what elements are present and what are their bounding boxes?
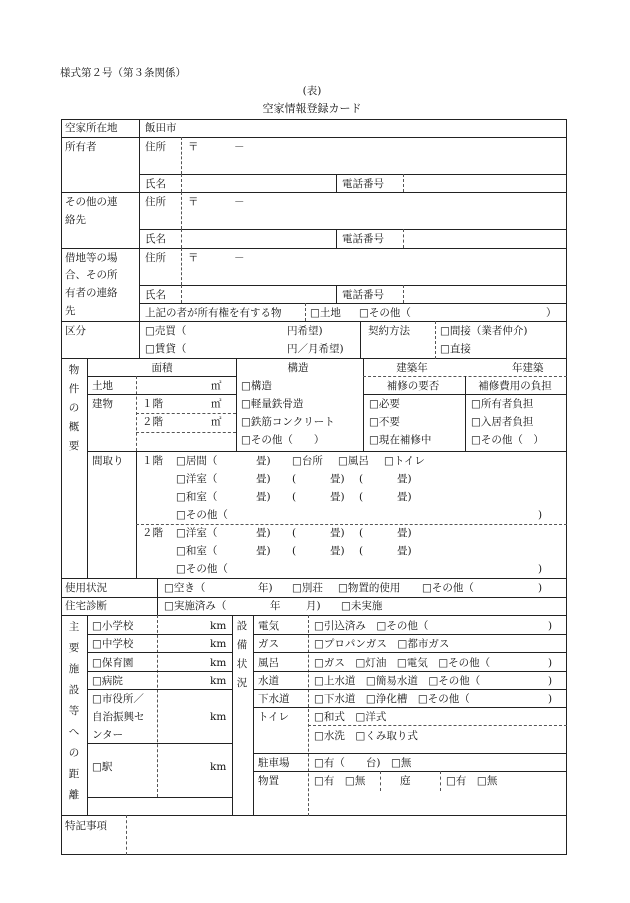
diagnosis-year: 年 xyxy=(270,600,281,612)
equipment-water-close: ) xyxy=(548,675,553,687)
usage-label: 使用状況 xyxy=(65,582,107,594)
facilities-vertical-label: 主 要 施 設 等 へ の 距 離 xyxy=(68,621,80,801)
other-contact-phone-label: 電話番号 xyxy=(342,233,384,245)
repair-need-label: 補修の要否 xyxy=(386,380,440,392)
cost-owner[interactable]: □所有者負担 xyxy=(471,398,534,410)
layout-other-f2-close: ) xyxy=(538,563,543,575)
equipment-water-options[interactable]: □上水道 □簡易水道 □その他（ xyxy=(314,675,481,687)
lessee-address-label: 住所 xyxy=(145,252,166,264)
page-title: 空家情報登録カード xyxy=(262,102,362,115)
contract-direct[interactable]: □直接 xyxy=(440,343,471,355)
layout-toilet[interactable]: □トイレ xyxy=(384,455,425,467)
usage-vacant[interactable]: □空き（ xyxy=(164,582,206,594)
equipment-sewer: 下水道 xyxy=(258,693,290,705)
equipment-bath: 風呂 xyxy=(258,657,279,669)
equipment-bath-options[interactable]: □ガス □灯油 □電気 □その他（ xyxy=(314,657,491,669)
equipment-toilet-options-2[interactable]: □水洗 □くみ取り式 xyxy=(314,730,418,742)
equipment-sewer-options[interactable]: □下水道 □浄化槽 □その他（ xyxy=(314,693,470,705)
land-label: 土地 xyxy=(92,380,113,392)
owner-label: 所有者 xyxy=(65,141,97,153)
structure-other[interactable]: □その他（ ） xyxy=(241,434,325,446)
category-label: 区分 xyxy=(65,325,86,337)
diagnosis-not-done[interactable]: □未実施 xyxy=(341,600,383,612)
category-rent[interactable]: □賃貸（ xyxy=(145,343,187,355)
layout-western-f2-jo: 畳) xyxy=(256,527,271,539)
layout-other-f1[interactable]: □その他（ xyxy=(176,509,228,521)
repair-needed[interactable]: □必要 xyxy=(369,398,400,410)
lessee-label-1: 借地等の場 xyxy=(65,252,118,264)
layout-japanese-f2-jo3: 畳) xyxy=(397,545,412,557)
layout-western-f2-jo3: 畳) xyxy=(397,527,412,539)
layout-japanese-f2-jo: 畳) xyxy=(256,545,271,557)
category-rent-price: 円／月希望) xyxy=(287,343,344,355)
equipment-gas: ガス xyxy=(258,638,279,650)
layout-western-f1-paren2: ( xyxy=(359,473,364,485)
equipment-electricity-close: ) xyxy=(548,620,553,632)
facility-city-hall-2: 自治振興セ xyxy=(92,711,145,723)
equipment-vertical-label: 設 備 状 況 xyxy=(236,620,248,689)
layout-western-f1-jo2: 畳) xyxy=(330,473,345,485)
layout-western-f1-jo3: 畳) xyxy=(397,473,412,485)
structure-wood[interactable]: □構造 xyxy=(241,380,272,392)
facility-hospital-km: km xyxy=(210,675,227,687)
frame-bottom xyxy=(61,854,567,855)
equipment-parking: 駐車場 xyxy=(258,757,290,769)
layout-bath[interactable]: □風呂 xyxy=(338,455,369,467)
cost-tenant[interactable]: □入居者負担 xyxy=(471,416,534,428)
layout-japanese-f1[interactable]: □和室（ xyxy=(176,491,218,503)
layout-japanese-f2-paren2: ( xyxy=(359,545,364,557)
layout-western-f1-paren: ( xyxy=(292,473,297,485)
layout-japanese-f2-jo2: 畳) xyxy=(330,545,345,557)
owner-name-label: 氏名 xyxy=(145,178,166,190)
usage-storage[interactable]: □物置的使用 xyxy=(338,582,401,594)
layout-western-f1-jo: 畳) xyxy=(256,473,271,485)
layout-western-f2-paren: ( xyxy=(292,527,297,539)
usage-other-close: ) xyxy=(538,582,543,594)
equipment-garden: 庭 xyxy=(400,775,411,787)
facility-station: □駅 xyxy=(92,761,113,773)
layout-western-f2[interactable]: □洋室（ xyxy=(176,527,218,539)
equipment-gas-options[interactable]: □プロパンガス □都市ガス xyxy=(314,638,450,650)
layout-japanese-f2-paren: ( xyxy=(292,545,297,557)
facility-city-hall-km: km xyxy=(210,711,227,723)
building-label: 建物 xyxy=(92,398,113,410)
built-year-label: 建築年 xyxy=(396,362,428,374)
other-contact-postal-mark: 〒 xyxy=(188,196,199,208)
owner-address-label: 住所 xyxy=(145,141,166,153)
frame-top xyxy=(61,119,567,120)
layout-label: 間取り xyxy=(92,455,124,467)
cost-other[interactable]: □その他（ ） xyxy=(471,434,544,446)
structure-light-steel[interactable]: □軽量鉄骨造 xyxy=(241,398,304,410)
building-floor2: ２階 xyxy=(142,416,163,428)
category-sale[interactable]: □売買（ xyxy=(145,325,187,337)
lessee-phone-label: 電話番号 xyxy=(342,289,384,301)
category-sale-price: 円希望) xyxy=(287,325,323,337)
other-contact-postal-dash: － xyxy=(234,196,245,208)
equipment-toilet-options-1[interactable]: □和式 □洋式 xyxy=(314,711,387,723)
location-value: 飯田市 xyxy=(145,122,177,134)
layout-floor2: ２階 xyxy=(142,527,163,539)
repair-cost-label: 補修費用の負担 xyxy=(478,380,552,392)
equipment-water: 水道 xyxy=(258,675,279,687)
facility-elementary-km: km xyxy=(210,620,227,632)
contract-indirect[interactable]: □間接（業者仲介) xyxy=(440,325,528,337)
lessee-postal-mark: 〒 xyxy=(188,252,199,264)
lessee-land-option[interactable]: □土地 xyxy=(310,307,341,319)
floor1-sqm-unit: ㎡ xyxy=(211,398,222,410)
equipment-garden-options[interactable]: □有 □無 xyxy=(446,775,498,787)
facility-nursery: □保育園 xyxy=(92,657,134,669)
layout-japanese-f1-jo2: 畳) xyxy=(330,491,345,503)
area-label: 面積 xyxy=(151,362,173,374)
property-vertical-label: 物 件 の 概 要 xyxy=(68,364,80,452)
layout-living-jo: 畳) xyxy=(256,455,271,467)
notes-label: 特記事項 xyxy=(65,820,107,832)
frame-left xyxy=(61,119,62,855)
layout-living[interactable]: □居間（ xyxy=(176,455,218,467)
lessee-name-label: 氏名 xyxy=(145,289,166,301)
layout-japanese-f1-jo: 畳) xyxy=(256,491,271,503)
layout-japanese-f1-paren2: ( xyxy=(359,491,364,503)
lessee-label-2: 合、その所 xyxy=(65,269,118,281)
sheet-label: (表) xyxy=(302,85,322,97)
equipment-bath-close: ) xyxy=(548,657,553,669)
diagnosis-label: 住宅診断 xyxy=(65,600,107,612)
lessee-other-option[interactable]: □その他（ xyxy=(359,307,411,319)
layout-western-f2-jo2: 畳) xyxy=(330,527,345,539)
layout-japanese-f1-jo3: 畳) xyxy=(397,491,412,503)
built-year-suffix: 年建築 xyxy=(512,362,544,374)
layout-western-f1[interactable]: □洋室（ xyxy=(176,473,218,485)
facility-junior-km: km xyxy=(210,638,227,650)
diagnosis-month: 月) xyxy=(306,600,321,612)
layout-other-f1-close: ) xyxy=(538,509,543,521)
equipment-toilet: トイレ xyxy=(258,711,289,723)
facility-city-hall-1: □市役所／ xyxy=(92,693,144,705)
lessee-other-close: ） xyxy=(546,307,557,319)
facility-station-km: km xyxy=(210,761,227,773)
lessee-label-3: 有者の連絡 xyxy=(65,287,118,299)
equipment-parking-options[interactable]: □有（ 台) □無 xyxy=(314,757,412,769)
repair-ongoing[interactable]: □現在補修中 xyxy=(369,434,432,446)
facility-elementary: □小学校 xyxy=(92,620,134,632)
equipment-electricity-options[interactable]: □引込済み □その他（ xyxy=(314,620,429,632)
layout-other-f2[interactable]: □その他（ xyxy=(176,563,228,575)
layout-western-f2-paren2: ( xyxy=(359,527,364,539)
layout-japanese-f1-paren: ( xyxy=(292,491,297,503)
usage-other[interactable]: □その他（ xyxy=(422,582,474,594)
location-label: 空家所在地 xyxy=(65,122,118,134)
other-contact-label-2: 絡先 xyxy=(65,214,86,226)
contract-label: 契約方法 xyxy=(368,325,410,337)
repair-not-needed[interactable]: □不要 xyxy=(369,416,400,428)
equipment-shed: 物置 xyxy=(258,775,279,787)
floor2-sqm-unit: ㎡ xyxy=(211,416,222,428)
land-sqm-unit: ㎡ xyxy=(211,380,222,392)
other-contact-label-1: その他の連 xyxy=(65,196,118,208)
owner-postal-dash: － xyxy=(234,141,245,153)
other-contact-address-label: 住所 xyxy=(145,196,166,208)
equipment-sewer-close: ) xyxy=(548,693,553,705)
other-contact-name-label: 氏名 xyxy=(145,233,166,245)
facility-city-hall-3: ンター xyxy=(92,729,124,741)
facility-nursery-km: km xyxy=(210,657,227,669)
facility-hospital: □病院 xyxy=(92,675,123,687)
lessee-postal-dash: － xyxy=(234,252,245,264)
diagnosis-done[interactable]: □実施済み（ xyxy=(164,600,227,612)
form-number: 様式第２号（第３条関係） xyxy=(60,67,186,79)
owner-postal-mark: 〒 xyxy=(188,141,199,153)
lessee-ownership-text: 上記の者が所有権を有する物 xyxy=(145,307,282,319)
owner-phone-label: 電話番号 xyxy=(342,178,384,190)
facility-junior: □中学校 xyxy=(92,638,134,650)
structure-label: 構造 xyxy=(287,362,309,374)
usage-vacant-year: 年) xyxy=(258,582,273,594)
equipment-shed-options[interactable]: □有 □無 xyxy=(314,775,366,787)
lessee-label-4: 先 xyxy=(65,305,76,317)
usage-villa[interactable]: □別荘 xyxy=(292,582,323,594)
building-floor1: １階 xyxy=(142,398,163,410)
equipment-electricity: 電気 xyxy=(258,620,279,632)
structure-rc[interactable]: □鉄筋コンクリート xyxy=(241,416,335,428)
layout-kitchen[interactable]: □台所 xyxy=(292,455,323,467)
layout-japanese-f2[interactable]: □和室（ xyxy=(176,545,218,557)
layout-floor1: １階 xyxy=(142,455,163,467)
